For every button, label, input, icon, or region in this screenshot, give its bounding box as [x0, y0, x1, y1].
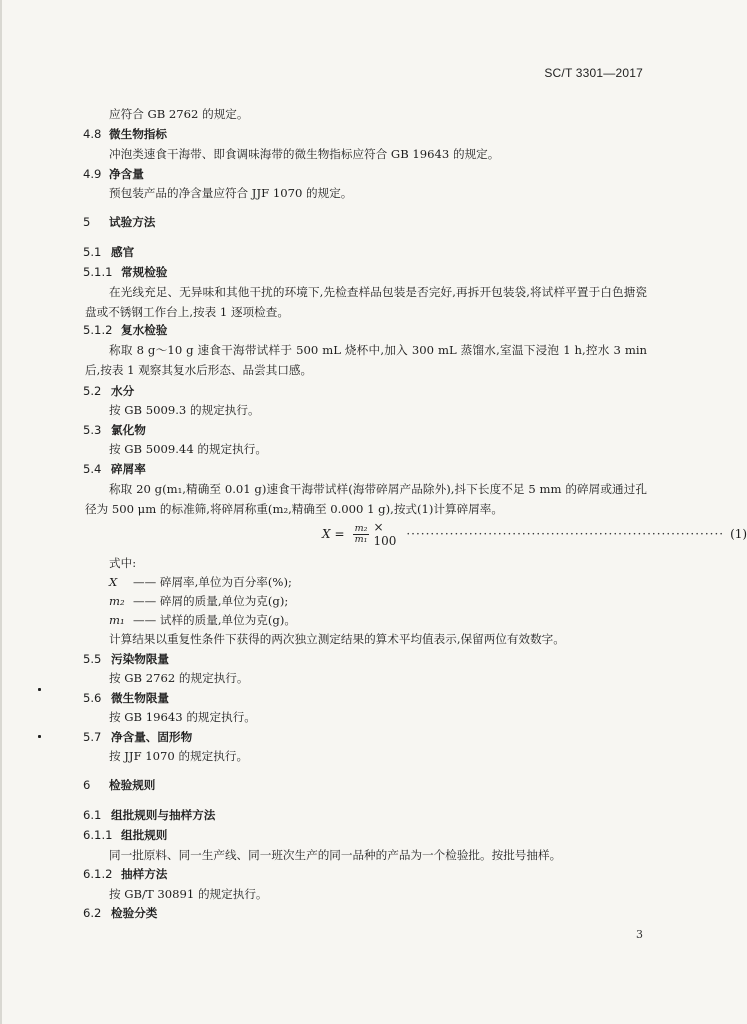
- paragraph: 按 GB 19643 的规定执行。: [109, 710, 256, 724]
- where-label: 式中:: [109, 556, 137, 570]
- scan-speck: [38, 735, 41, 738]
- paragraph: 预包装产品的净含量应符合 JJF 1070 的规定。: [109, 186, 353, 200]
- section-5-7-heading: [83, 729, 192, 745]
- paragraph: 按 GB 2762 的规定执行。: [109, 671, 249, 685]
- section-number: 5.3: [83, 423, 102, 437]
- section-5-4-heading: [83, 461, 146, 477]
- section-number: 6.1: [83, 808, 102, 822]
- section-5-heading: [83, 214, 155, 230]
- section-6-1-1-heading: [83, 827, 167, 843]
- where-item-m1: [109, 612, 296, 628]
- formula-numerator: m₂: [354, 522, 368, 534]
- section-title: 碎屑率: [111, 462, 146, 476]
- section-number: 5.2: [83, 384, 102, 398]
- definition: —— 碎屑率,单位为百分率(%);: [133, 575, 292, 589]
- symbol: m₂: [109, 594, 125, 608]
- section-number: 5.7: [83, 730, 102, 744]
- section-number: 5.1: [83, 245, 102, 259]
- section-5-3-heading: [83, 422, 146, 438]
- section-number: 5: [83, 215, 91, 229]
- section-number: 5.6: [83, 691, 102, 705]
- section-title: 氯化物: [111, 423, 146, 437]
- where-item-x: [109, 574, 292, 590]
- formula-lhs: X: [322, 527, 331, 541]
- section-5-1-heading: [83, 244, 134, 260]
- paragraph: 冲泡类速食干海带、即食调味海带的微生物指标应符合 GB 19643 的规定。: [109, 147, 500, 161]
- scan-edge: [0, 0, 2, 1024]
- section-5-6-heading: [83, 690, 169, 706]
- scan-speck: [38, 688, 41, 691]
- paragraph: 按 GB 5009.3 的规定执行。: [109, 403, 260, 417]
- section-number: 4.8: [83, 127, 102, 141]
- page-number: 3: [636, 928, 643, 941]
- section-title: 抽样方法: [121, 867, 168, 881]
- formula-1: [322, 520, 747, 548]
- section-title: 水分: [111, 384, 135, 398]
- section-4-8-heading: [83, 126, 167, 142]
- section-title: 检验分类: [111, 906, 158, 920]
- section-title: 试验方法: [109, 215, 156, 229]
- formula-fraction: [353, 524, 370, 545]
- paragraph: 同一批原料、同一生产线、同一班次生产的同一品种的产品为一个检验批。按批号抽样。: [109, 848, 562, 862]
- section-title: 组批规则与抽样方法: [111, 808, 216, 822]
- formula-leader-dots: ··································································: [406, 527, 725, 541]
- section-6-1-heading: [83, 807, 215, 823]
- symbol: X: [109, 575, 118, 589]
- section-number: 6.1.1: [83, 828, 113, 842]
- section-title: 净含量: [109, 167, 144, 181]
- section-title: 微生物限量: [111, 691, 169, 705]
- section-title: 微生物指标: [109, 127, 167, 141]
- section-6-heading: [83, 777, 155, 793]
- section-4-9-heading: [83, 166, 144, 182]
- standard-code: SC/T 3301—2017: [544, 66, 643, 80]
- section-title: 组批规则: [121, 828, 168, 842]
- section-number: 6.2: [83, 906, 102, 920]
- symbol: m₁: [109, 613, 125, 627]
- section-5-1-2-heading: [83, 322, 167, 338]
- formula-denominator: m₁: [354, 533, 368, 545]
- paragraph: 称取 20 g(m₁,精确至 0.01 g)速食干海带试样(海带碎屑产品除外),抖下长度不足 5 mm 的碎屑或通过孔径为 500 μm 的标准筛,将碎屑称重(m₂,精确至 0.000 1 g),按式(1)计算碎屑率。: [85, 482, 647, 516]
- section-5-1-1-heading: [83, 264, 167, 280]
- section-number: 5.1.2: [83, 323, 113, 337]
- section-number: 6: [83, 778, 91, 792]
- section-title: 常规检验: [121, 265, 168, 279]
- section-5-5-heading: [83, 651, 169, 667]
- paragraph: 按 GB/T 30891 的规定执行。: [109, 887, 268, 901]
- section-6-1-2-heading: [83, 866, 167, 882]
- formula-multiplier: × 100: [373, 520, 397, 548]
- definition: —— 碎屑的质量,单位为克(g);: [133, 594, 289, 608]
- paragraph: 在光线充足、无异味和其他干扰的环境下,先检查样品包装是否完好,再拆开包装袋,将试样平置于白色搪瓷盘或不锈钢工作台上,按表 1 逐项检查。: [85, 285, 647, 319]
- section-title: 复水检验: [121, 323, 168, 337]
- paragraph: 应符合 GB 2762 的规定。: [109, 107, 249, 121]
- equation-number: (1): [730, 527, 747, 541]
- section-title: 污染物限量: [111, 652, 169, 666]
- section-number: 5.5: [83, 652, 102, 666]
- paragraph: 称取 8 g～10 g 速食干海带试样于 500 mL 烧杯中,加入 300 mL 蒸馏水,室温下浸泡 1 h,控水 3 min 后,按表 1 观察其复水后形态、品尝其口感。: [85, 343, 647, 377]
- section-number: 5.4: [83, 462, 102, 476]
- section-number: 6.1.2: [83, 867, 113, 881]
- section-number: 4.9: [83, 167, 102, 181]
- where-item-m2: [109, 593, 288, 609]
- paragraph: 按 JJF 1070 的规定执行。: [109, 749, 249, 763]
- paragraph: 按 GB 5009.44 的规定执行。: [109, 442, 267, 456]
- section-title: 感官: [111, 245, 135, 259]
- definition: —— 试样的质量,单位为克(g)。: [133, 613, 296, 627]
- section-title: 净含量、固形物: [111, 730, 193, 744]
- formula-equals: =: [334, 527, 345, 541]
- section-number: 5.1.1: [83, 265, 113, 279]
- section-5-2-heading: [83, 383, 134, 399]
- section-6-2-heading: [83, 905, 157, 921]
- paragraph: 计算结果以重复性条件下获得的两次独立测定结果的算术平均值表示,保留两位有效数字。: [109, 632, 565, 646]
- section-title: 检验规则: [109, 778, 156, 792]
